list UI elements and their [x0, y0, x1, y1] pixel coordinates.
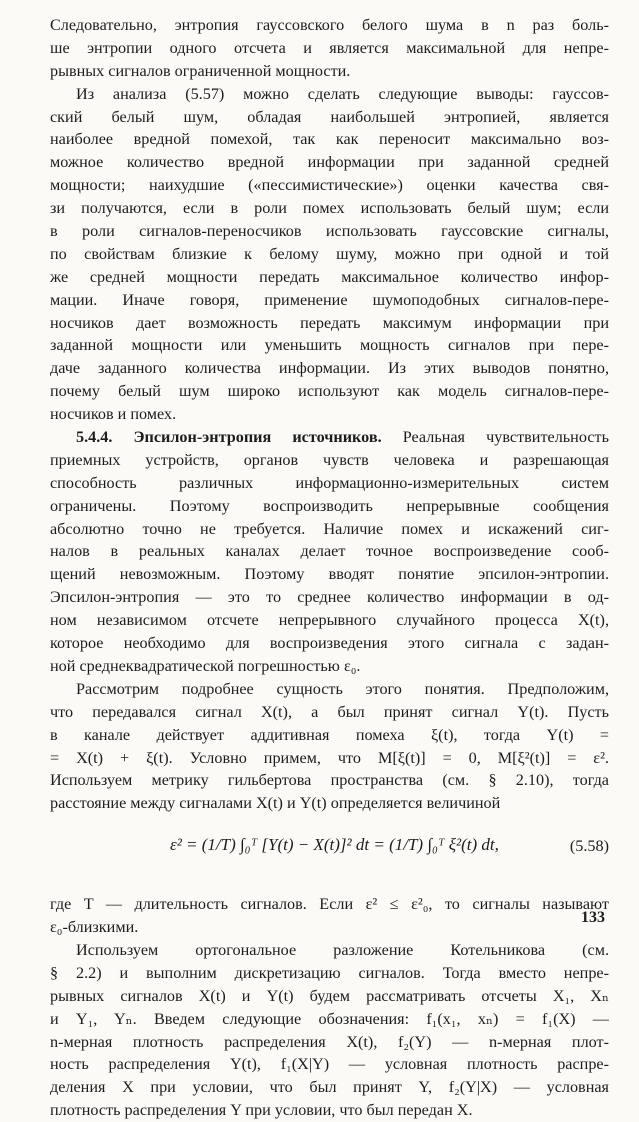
text-line: можное количество вредной информации при заданной средней: [50, 153, 609, 172]
text-line: носчиков и помех.: [50, 405, 177, 424]
text-line: ше энтропии одного отсчета и является максимальной для непре-: [50, 38, 609, 57]
text-line: Эпсилон-энтропия — это то среднее количество информации в од-: [50, 588, 609, 607]
text-line: деления X при условии, что был принят Y, f₂(Y|X) — условная: [50, 1078, 609, 1097]
text-line: в канале действует аддитивная помеха ξ(t), тогда Y(t) =: [50, 725, 609, 744]
equation-number: (5.58): [569, 837, 609, 856]
section-heading: 5.4.4. Эпсилон-энтропия источников.: [76, 428, 382, 447]
text-line: Используем ортогональное разложение Котельникова (см.: [76, 940, 609, 959]
text-line: которое необходимо для воспроизведения этого сигнала с задан-: [50, 634, 609, 653]
text-line: где T — длительность сигналов. Если ε² ≤ ε²₀, то сигналы называют: [50, 895, 609, 914]
formula-5-58: [50, 815, 609, 893]
paragraph-6: [50, 939, 609, 1122]
text-line: ной среднеквадратической погрешностью ε₀.: [50, 656, 361, 675]
text-line: ε₀-близкими.: [50, 918, 139, 937]
text-line: плотность распределения Y при условии, что был передан X.: [50, 1101, 473, 1120]
text-line: ский белый шум, обладая наибольшей энтропией, является: [50, 107, 609, 126]
text-line: приемных устройств, органов чувств человека и разрешающая: [50, 450, 609, 469]
paragraph-5: [50, 893, 609, 939]
text-line: мации. Иначе говоря, применение шумоподобных сигналов-пере-: [50, 290, 609, 309]
text-line: Рассмотрим подробнее сущность этого понятия. Предположим,: [76, 679, 609, 698]
text-line: в роли сигналов-переносчиков использовать гауссовские сигналы,: [50, 222, 609, 241]
text-line: же средней мощности передать максимальное количество инфор-: [50, 267, 609, 286]
text-line: даче заданного количества информации. Из этих выводов понятно,: [50, 359, 609, 378]
text-line: заданной мощности или уменьшить мощность сигналов при пере-: [50, 336, 609, 355]
text-line: ограничены. Поэтому воспроизводить непрерывные сообщения: [50, 496, 609, 515]
text-line: зи получаются, если в роли помех использовать белый шум; если: [50, 199, 609, 218]
text-line: = X(t) + ξ(t). Условно примем, что M[ξ(t)] = 0, M[ξ²(t)] = ε².: [50, 748, 609, 767]
text-line: налов в реальных каналах делает точное воспроизведение сооб-: [50, 542, 609, 561]
text-line: рывных сигналов ограниченной мощности.: [50, 61, 351, 80]
text-line: и Y₁, Yₙ. Введем следующие обозначения: f₁(x₁, xₙ) = f₁(X) —: [50, 1009, 609, 1028]
text-line: Из анализа (5.57) можно сделать следующие выводы: гауссов-: [76, 84, 609, 103]
paragraph-1: [50, 14, 609, 83]
text-line: по свойствам близкие к белому шуму, можно при одной и той: [50, 244, 609, 263]
text-line: почему белый шум широко используют как модель сигналов-пере-: [50, 382, 609, 401]
section-heading-line: [50, 426, 609, 449]
text-line: что передавался сигнал X(t), а был принят сигнал Y(t). Пусть: [50, 702, 609, 721]
text-line: рывных сигналов X(t) и Y(t) будем рассматривать отсчеты X₁, Xₙ: [50, 986, 609, 1005]
text-line: ность распределения Y(t), f₁(X|Y) — условная плотность распре-: [50, 1055, 609, 1074]
text-line: ном независимом отсчете непрерывного случайного процесса X(t),: [50, 611, 609, 630]
formula-expression: ε² = (1/T) ∫₀ᵀ [Y(t) − X(t)]² dt = (1/T) ∫₀ᵀ ξ²(t) dt,: [170, 835, 499, 855]
text-line: мощности; наихудшие («пессимистические») оценки качества свя-: [50, 176, 609, 195]
text-line: наиболее вредной помехой, так как переносит максимально воз-: [50, 130, 609, 149]
paragraph-2: [50, 83, 609, 426]
text-line: § 2.2) и выполним дискретизацию сигналов. Тогда вместо непре-: [50, 963, 609, 982]
text-line: щений невозможным. Поэтому вводят понятие эпсилон-энтропии.: [50, 565, 609, 584]
text-line: Используем метрику гильбертова пространства (см. § 2.10), тогда: [50, 771, 609, 790]
text-line: способность различных информационно-измерительных систем: [50, 473, 609, 492]
text-line: носчиков дает возможность передать максимум информации при: [50, 313, 609, 332]
text-fragment: Реальная чувствительность: [381, 428, 609, 447]
page-number: 133: [581, 909, 605, 926]
text-line: абсолютно точно не требуется. Наличие помех и искажений сиг-: [50, 519, 609, 538]
text-line: расстояние между сигналами X(t) и Y(t) определяется величиной: [50, 794, 501, 813]
text-line: n-мерная плотность распределения X(t), f₂(Y) — n-мерная плот-: [50, 1032, 609, 1051]
paragraph-4: [50, 678, 609, 815]
text-line: Следовательно, энтропия гауссовского белого шума в n раз боль-: [50, 16, 609, 34]
paragraph-3: [50, 426, 609, 678]
